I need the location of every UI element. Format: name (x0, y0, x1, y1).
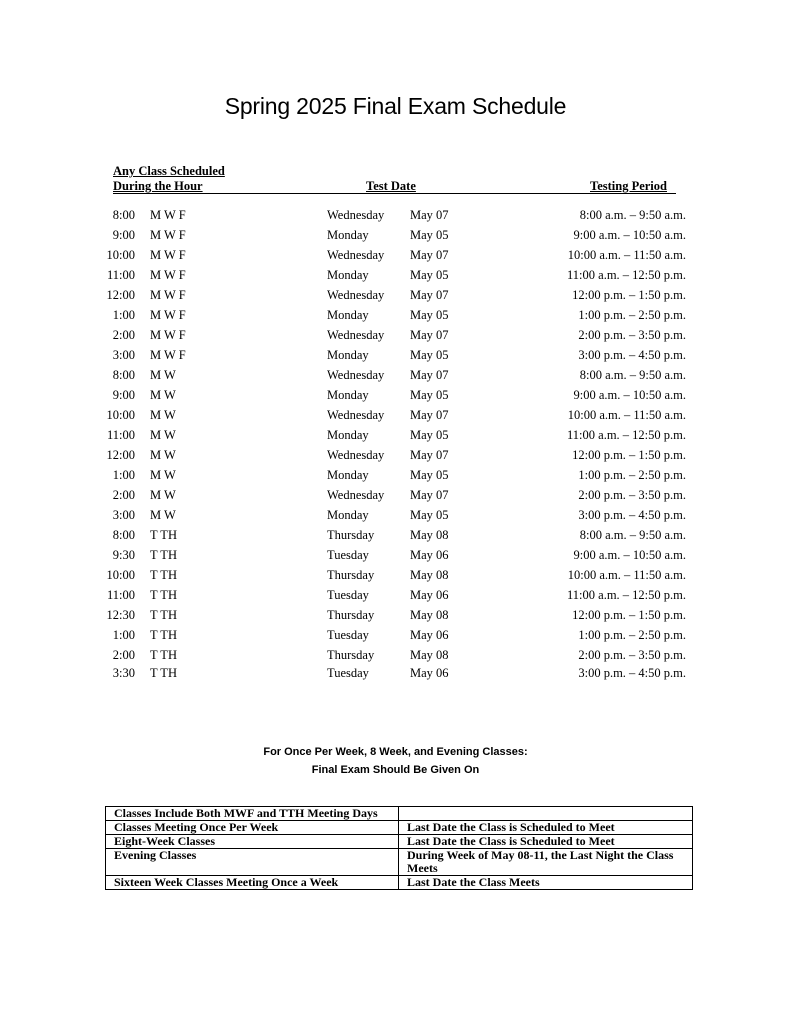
testing-period: 10:00 a.m. – 11:50 a.m. (567, 248, 686, 262)
page-title: Spring 2025 Final Exam Schedule (224, 93, 567, 119)
schedule-row (0, 388, 791, 408)
exam-weekday: Tuesday (327, 548, 369, 562)
class-time: 3:00 (112, 348, 135, 362)
schedule-row (0, 308, 791, 328)
meeting-days: M W F (150, 328, 186, 342)
class-time: 12:30 (106, 608, 135, 622)
class-header-line2: During the Hour (113, 179, 203, 193)
exam-date: May 08 (410, 568, 449, 582)
table-cell: Last Date the Class is Scheduled to Meet (399, 821, 693, 835)
schedule-row (0, 328, 791, 348)
meeting-days: T TH (150, 528, 177, 542)
testing-period: 3:00 p.m. – 4:50 p.m. (578, 508, 686, 522)
meeting-days: M W (150, 388, 176, 402)
table-cell: Classes Include Both MWF and TTH Meeting Days (106, 807, 399, 821)
exam-weekday: Tuesday (327, 588, 369, 602)
testing-period: 1:00 p.m. – 2:50 p.m. (578, 628, 686, 642)
schedule-row (0, 368, 791, 388)
class-time: 10:00 (106, 408, 135, 422)
testing-period: 9:00 a.m. – 10:50 a.m. (573, 388, 686, 402)
table-cell: Classes Meeting Once Per Week (106, 821, 399, 835)
testing-period: 3:00 p.m. – 4:50 p.m. (578, 348, 686, 362)
testing-period-header: Testing Period (590, 179, 667, 193)
exam-date: May 07 (410, 448, 449, 462)
meeting-days: M W F (150, 228, 186, 242)
schedule-row (0, 568, 791, 588)
meeting-days: M W F (150, 248, 186, 262)
schedule-row (0, 628, 791, 648)
schedule-row (0, 488, 791, 508)
exam-date: May 06 (410, 628, 449, 642)
class-time: 12:00 (106, 448, 135, 462)
class-time: 12:00 (106, 288, 135, 302)
exam-date: May 05 (410, 388, 449, 402)
class-time: 11:00 (106, 588, 135, 602)
meeting-days: M W (150, 408, 176, 422)
exam-date: May 05 (410, 228, 449, 242)
table-cell: Last Date the Class Meets (399, 876, 693, 890)
meeting-days: M W (150, 448, 176, 462)
meeting-days: M W (150, 468, 176, 482)
class-header-line1: Any Class Scheduled (113, 164, 225, 178)
exam-date: May 06 (410, 588, 449, 602)
class-time: 9:00 (112, 388, 135, 402)
schedule-row (0, 288, 791, 308)
table-cell: During Week of May 08-11, the Last Night the Class Meets (399, 849, 693, 876)
table-cell: Evening Classes (106, 849, 399, 876)
exam-weekday: Monday (327, 428, 369, 442)
schedule-row (0, 348, 791, 368)
class-time: 1:00 (112, 308, 135, 322)
testing-period: 12:00 p.m. – 1:50 p.m. (572, 288, 686, 302)
schedule-row (0, 666, 791, 686)
exam-weekday: Wednesday (327, 248, 385, 262)
exam-date: May 08 (410, 648, 449, 662)
testing-period: 2:00 p.m. – 3:50 p.m. (578, 328, 686, 342)
exam-date: May 07 (410, 408, 449, 422)
table-row (106, 876, 693, 890)
schedule-row (0, 588, 791, 608)
meeting-days: M W (150, 508, 176, 522)
table-cell (399, 807, 693, 821)
schedule-row (0, 508, 791, 528)
meeting-days: T TH (150, 568, 177, 582)
testing-period: 3:00 p.m. – 4:50 p.m. (578, 666, 686, 680)
exam-weekday: Wednesday (327, 328, 385, 342)
schedule-row (0, 448, 791, 468)
meeting-days: T TH (150, 648, 177, 662)
schedule-row (0, 468, 791, 488)
exam-date: May 05 (410, 508, 449, 522)
testing-period: 12:00 p.m. – 1:50 p.m. (572, 448, 686, 462)
schedule-row (0, 648, 791, 668)
class-time: 9:30 (112, 548, 135, 562)
table-cell: Last Date the Class is Scheduled to Meet (399, 835, 693, 849)
exam-date: May 07 (410, 208, 449, 222)
exam-weekday: Wednesday (327, 448, 385, 462)
exam-weekday: Thursday (327, 648, 375, 662)
testing-period: 10:00 a.m. – 11:50 a.m. (567, 568, 686, 582)
exam-weekday: Monday (327, 308, 369, 322)
note-line1: For Once Per Week, 8 Week, and Evening Classes: (263, 746, 528, 758)
meeting-days: M W (150, 428, 176, 442)
class-time: 11:00 (106, 428, 135, 442)
testing-period: 11:00 a.m. – 12:50 p.m. (567, 268, 686, 282)
table-row (106, 807, 693, 821)
class-time: 10:00 (106, 248, 135, 262)
exam-date: May 06 (410, 548, 449, 562)
class-time: 3:30 (112, 666, 135, 680)
exam-date: May 07 (410, 328, 449, 342)
schedule-row (0, 548, 791, 568)
table-row (106, 849, 693, 876)
exam-weekday: Monday (327, 508, 369, 522)
exam-date: May 05 (410, 468, 449, 482)
class-time: 8:00 (112, 368, 135, 382)
table-row (106, 821, 693, 835)
exam-date: May 07 (410, 368, 449, 382)
testing-period: 1:00 p.m. – 2:50 p.m. (578, 308, 686, 322)
testing-period: 12:00 p.m. – 1:50 p.m. (572, 608, 686, 622)
class-time: 10:00 (106, 568, 135, 582)
class-time: 1:00 (112, 628, 135, 642)
testing-period: 2:00 p.m. – 3:50 p.m. (578, 488, 686, 502)
exam-date: May 08 (410, 528, 449, 542)
exam-date: May 06 (410, 666, 449, 680)
table-cell: Eight-Week Classes (106, 835, 399, 849)
test-date-header: Test Date (366, 179, 416, 193)
meeting-days: M W (150, 488, 176, 502)
class-time: 8:00 (112, 528, 135, 542)
exam-weekday: Wednesday (327, 488, 385, 502)
class-time: 2:00 (112, 488, 135, 502)
class-time: 9:00 (112, 228, 135, 242)
exam-weekday: Monday (327, 348, 369, 362)
exam-weekday: Wednesday (327, 208, 385, 222)
meeting-days: M W F (150, 288, 186, 302)
schedule-row (0, 408, 791, 428)
exam-weekday: Thursday (327, 608, 375, 622)
exam-weekday: Thursday (327, 568, 375, 582)
meeting-days: T TH (150, 608, 177, 622)
class-time: 1:00 (112, 468, 135, 482)
exam-weekday: Monday (327, 468, 369, 482)
schedule-row (0, 528, 791, 548)
class-time: 8:00 (112, 208, 135, 222)
exam-weekday: Monday (327, 268, 369, 282)
schedule-row (0, 208, 791, 228)
meeting-days: M W F (150, 348, 186, 362)
class-time: 3:00 (112, 508, 135, 522)
exam-date: May 07 (410, 248, 449, 262)
testing-period: 11:00 a.m. – 12:50 p.m. (567, 588, 686, 602)
class-time: 11:00 (106, 268, 135, 282)
testing-period: 1:00 p.m. – 2:50 p.m. (578, 468, 686, 482)
schedule-row (0, 428, 791, 448)
meeting-days: T TH (150, 548, 177, 562)
class-time: 2:00 (112, 328, 135, 342)
exam-date: May 07 (410, 488, 449, 502)
exam-weekday: Thursday (327, 528, 375, 542)
testing-period: 9:00 a.m. – 10:50 a.m. (573, 228, 686, 242)
exam-date: May 05 (410, 308, 449, 322)
meeting-days: M W (150, 368, 176, 382)
exam-weekday: Monday (327, 228, 369, 242)
schedule-row (0, 608, 791, 628)
exam-weekday: Wednesday (327, 288, 385, 302)
testing-period: 8:00 a.m. – 9:50 a.m. (579, 208, 686, 222)
schedule-row (0, 268, 791, 288)
testing-period: 9:00 a.m. – 10:50 a.m. (573, 548, 686, 562)
exam-weekday: Tuesday (327, 666, 369, 680)
testing-period: 10:00 a.m. – 11:50 a.m. (567, 408, 686, 422)
meeting-days: T TH (150, 666, 177, 680)
special-classes-table (105, 806, 693, 890)
meeting-days: T TH (150, 588, 177, 602)
exam-weekday: Monday (327, 388, 369, 402)
meeting-days: M W F (150, 308, 186, 322)
class-time: 2:00 (112, 648, 135, 662)
table-cell: Sixteen Week Classes Meeting Once a Week (106, 876, 399, 890)
exam-date: May 05 (410, 428, 449, 442)
exam-weekday: Wednesday (327, 368, 385, 382)
schedule-row (0, 228, 791, 248)
testing-period: 8:00 a.m. – 9:50 a.m. (579, 528, 686, 542)
meeting-days: M W F (150, 268, 186, 282)
exam-weekday: Tuesday (327, 628, 369, 642)
testing-period: 11:00 a.m. – 12:50 p.m. (567, 428, 686, 442)
exam-date: May 05 (410, 268, 449, 282)
exam-date: May 08 (410, 608, 449, 622)
meeting-days: M W F (150, 208, 186, 222)
testing-period: 8:00 a.m. – 9:50 a.m. (579, 368, 686, 382)
testing-period: 2:00 p.m. – 3:50 p.m. (578, 648, 686, 662)
exam-date: May 05 (410, 348, 449, 362)
meeting-days: T TH (150, 628, 177, 642)
table-row (106, 835, 693, 849)
exam-date: May 07 (410, 288, 449, 302)
schedule-row (0, 248, 791, 268)
exam-weekday: Wednesday (327, 408, 385, 422)
note-line2: Final Exam Should Be Given On (311, 764, 480, 776)
